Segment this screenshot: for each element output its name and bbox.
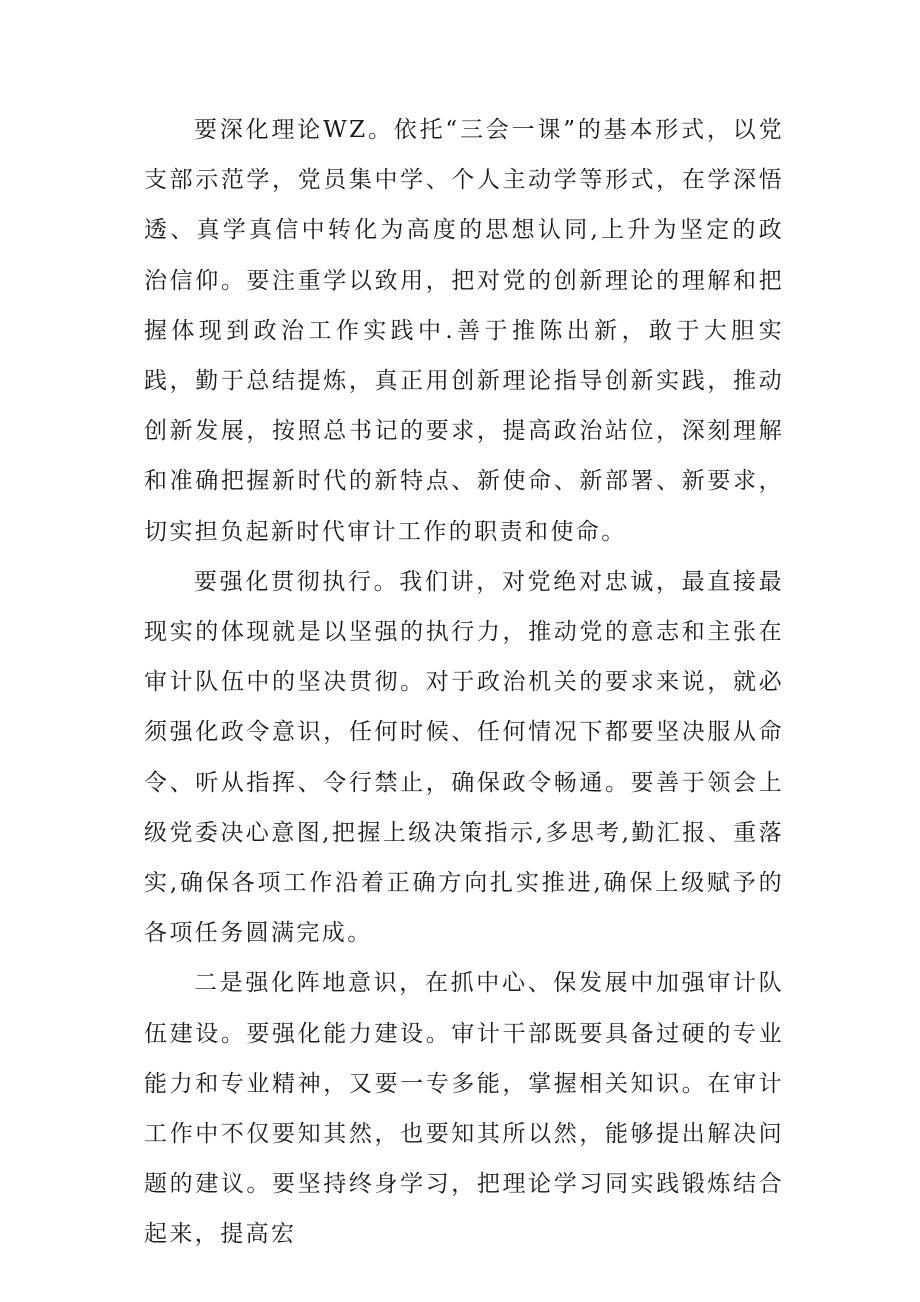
document-body [144,105,784,1260]
paragraph-execution: 要强化贯彻执行。我们讲，对党绝对忠诚，最直接最现实的体现就是以坚强的执行力，推动党的意志和主张在审计队伍中的坚决贯彻。对于政治机关的要求来说，就必须强化政令意识，任何时候、任何情况下都要坚决服从命令、听从指挥、令行禁止，确保政令畅通。要善于领会上级党委决心意图,把握上级决策指示,多思考,勤汇报、重落实,确保各项工作沿着正确方向扎实推进,确保上级赋予的各项任务圆满完成。 [144,568,784,947]
paragraph-position-awareness: 二是强化阵地意识，在抓中心、保发展中加强审计队伍建设。要强化能力建设。审计干部既要具备过硬的专业能力和专业精神，又要一专多能，掌握相关知识。在审计工作中不仅要知其然，也要知其所以然，能够提出解决问题的建议。要坚持终身学习，把理论学习同实践锻炼结合起来，提高宏 [144,970,784,1248]
paragraph-theory: 要深化理论WZ。依托“三会一课”的基本形式，以党支部示范学，党员集中学、个人主动学等形式，在学深悟透、真学真信中转化为高度的思想认同,上升为坚定的政治信仰。要注重学以致用，把对党的创新理论的理解和把握体现到政治工作实践中.善于推陈出新，敢于大胆实践，勤于总结提炼，真正用创新理论指导创新实践，推动创新发展，按照总书记的要求，提高政治站位，深刻理解和准确把握新时代的新特点、新使命、新部署、新要求，切实担负起新时代审计工作的职责和使命。 [144,117,784,545]
